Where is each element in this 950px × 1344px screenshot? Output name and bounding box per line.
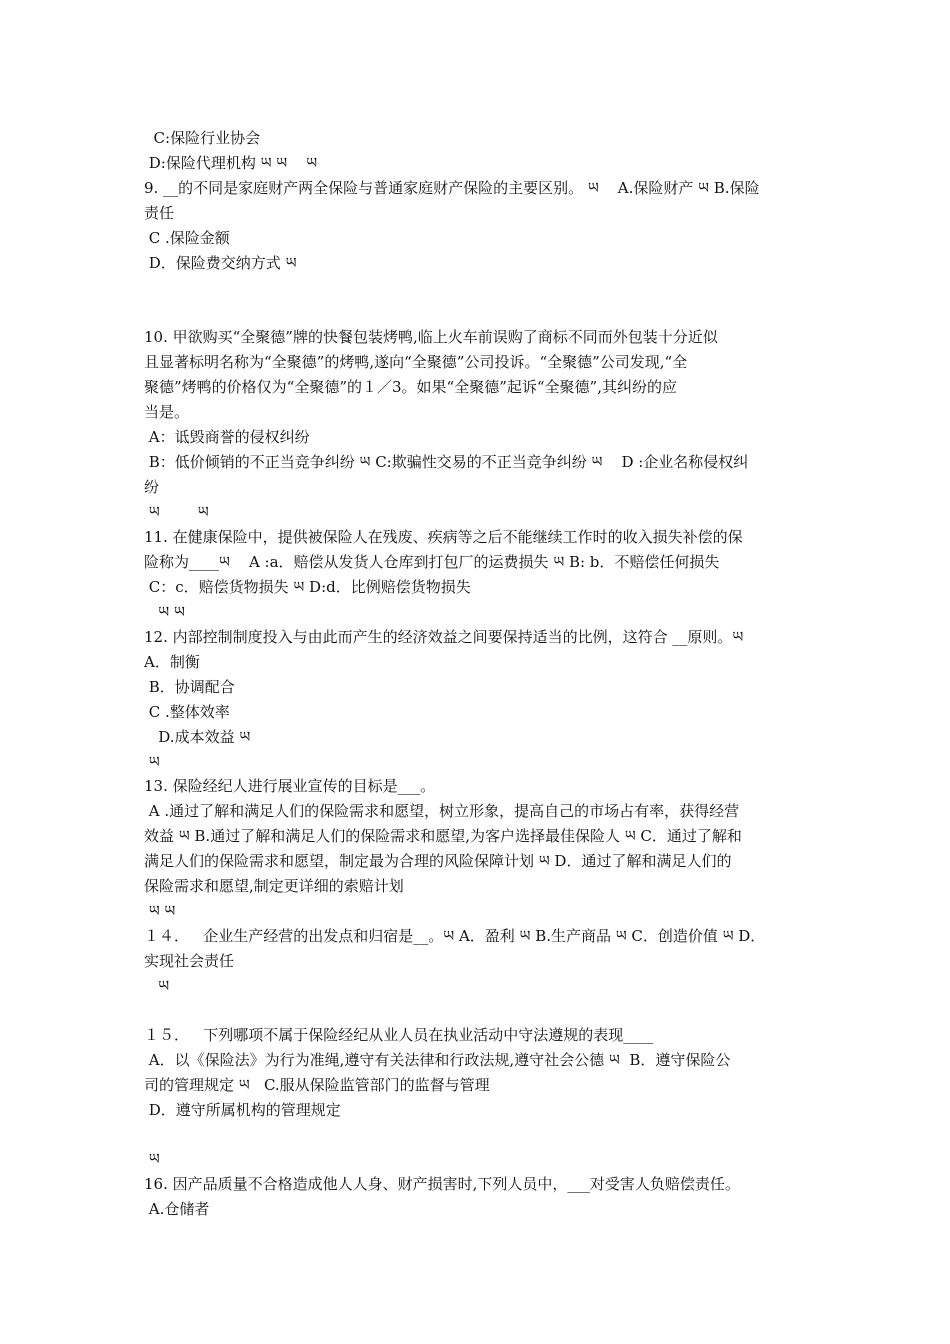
text-line: C .整体效率 [144,703,230,721]
text-line: 16. 因产品质量不合格造成他人人身、财产损害时,下列人员中，___对受害人负赔偿责任。 [144,1175,740,1193]
text-line: A．以《保险法》为行为准绳,遵守有关法律和行政法规,遵守社会公德 ཡ B．遵守保险公 [144,1051,731,1069]
text-line: C .保险金额 [144,229,230,247]
text-line: １４． 企业生产经营的出发点和归宿是__。ཡ A．盈利 ཡ B.生产商品 ཡ C．创造价值 ཡ D． [144,927,766,945]
text-line: 10. 甲欲购买“全聚德”牌的快餐包装烤鸭,临上火车前误购了商标不同而外包装十分近似 [144,328,718,346]
text-line: A.仓储者 [144,1200,210,1218]
text-line: 司的管理规定 ཡ C.服从保险监管部门的监督与管理 [144,1076,490,1094]
text-line: A：诋毁商誉的侵权纠纷 [144,428,310,446]
text-line: 聚德”烤鸭的价格仅为“全聚德”的１／3。如果“全聚德”起诉“全聚德”,其纠纷的应 [144,378,677,396]
text-line: A．制衡 [144,653,200,671]
text-line: １５． 下列哪项不属于保险经纪从业人员在执业活动中守法遵规的表现____ [144,1026,654,1044]
text-line: ཡ ཡ [144,503,209,521]
text-line: B：低价倾销的不正当竞争纠纷 ཡ C:欺骗性交易的不正当竞争纠纷 ཡ D :企业名称侵权纠 [144,453,749,471]
text-line: 当是。 [144,403,190,421]
text-line: 满足人们的保险需求和愿望，制定最为合理的风险保障计划 ཡ D．通过了解和满足人们的 [144,852,732,870]
text-line: 实现社会责任 [144,952,235,970]
text-line: ཡ ཡ [144,603,185,621]
text-line: D:保险代理机构 ཡ ཡ ཡ [144,154,318,172]
text-line: A .通过了解和满足人们的保险需求和愿望，树立形象，提高自己的市场占有率，获得经营 [144,802,740,820]
text-line: D.成本效益 ཡ [144,728,251,746]
text-line: ཡ [144,977,170,995]
text-line: ཡ ཡ [144,902,176,920]
text-line: 效益 ཡ B.通过了解和满足人们的保险需求和愿望,为客户选择最佳保险人 ཡ C．通过了解和 [144,827,742,845]
text-line: C：c．赔偿货物损失 ཡ D:d．比例赔偿货物损失 [144,578,471,596]
text-line: 且显著标明名称为“全聚德”的烤鸭,遂向“全聚德”公司投诉。“全聚德”公司发现,“全 [144,353,688,371]
text-line: D．遵守所属机构的管理规定 [144,1101,341,1119]
text-line: 纷 [144,478,160,496]
text-line: 责任 [144,204,175,222]
text-line: 13. 保险经纪人进行展业宣传的目标是___。 [144,777,436,795]
text-line: C:保险行业协会 [144,129,261,147]
text-line: ཡ [144,753,160,771]
text-line: D．保险费交纳方式 ཡ [144,254,297,272]
text-line: 险称为____ཡ A :a．赔偿从发货人仓库到打包厂的运费损失 ཡ B: b．不赔偿任何损失 [144,553,720,571]
text-line: 11. 在健康保险中，提供被保险人在残废、疾病等之后不能继续工作时的收入损失补偿的保 [144,528,743,546]
text-line: 9. __的不同是家庭财产两全保险与普通家庭财产保险的主要区别。 ཡ A.保险财产 ཡ B.保险 [144,179,760,197]
text-line: B．协调配合 [144,678,235,696]
text-line: 保险需求和愿望,制定更详细的索赔计划 [144,877,404,895]
text-line: 12. 内部控制制度投入与由此而产生的经济效益之间要保持适当的比例，这符合 __原则。ཡ [144,628,744,646]
text-line: ཡ [144,1150,160,1168]
